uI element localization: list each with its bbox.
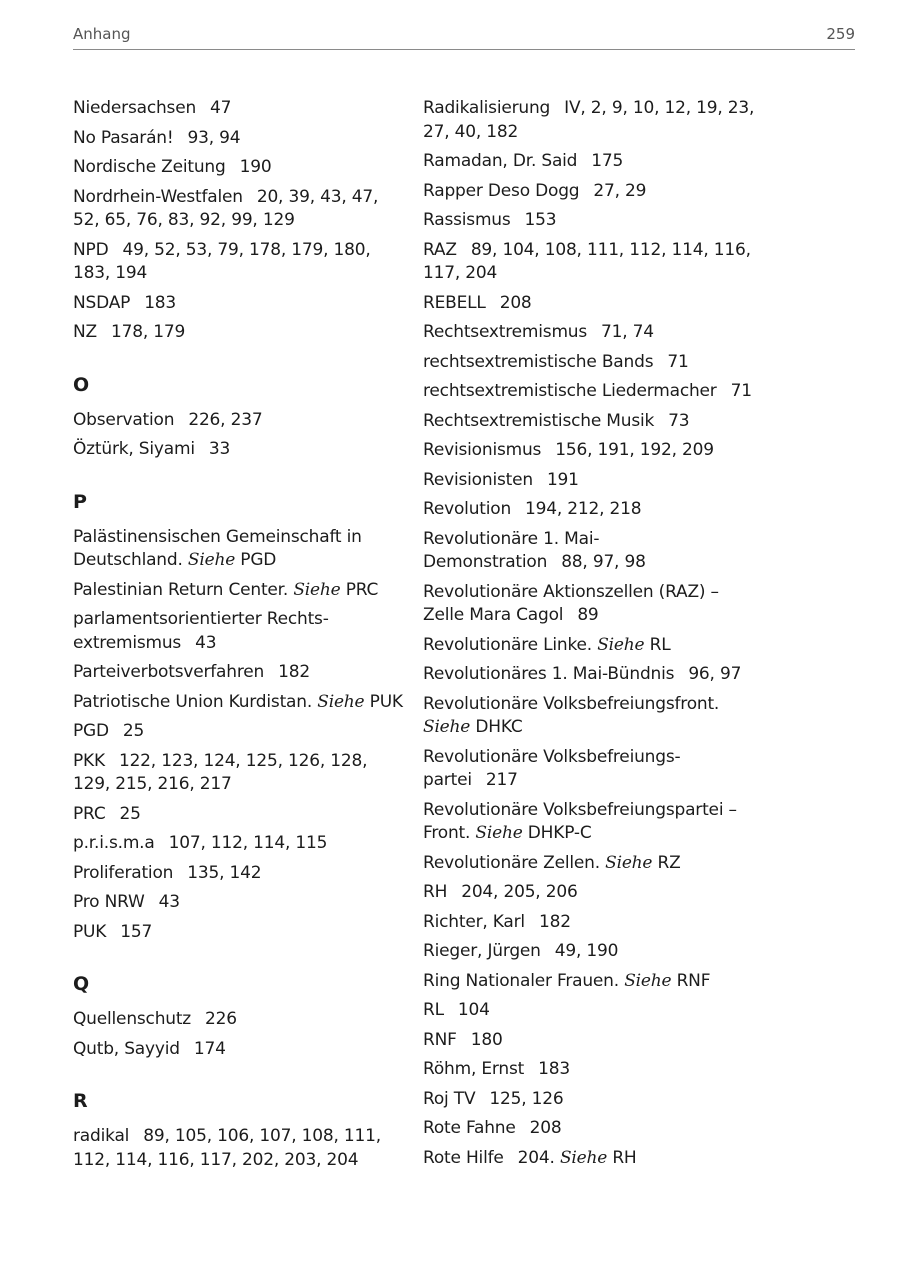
index-entry — [73, 526, 403, 573]
index-term: Revolutionäres 1. Mai-Bündnis — [423, 664, 675, 684]
index-pages: IV, 2, 9, 10, 12, 19, 23, 27, 40, 182 — [423, 98, 755, 142]
index-term: Ramadan, Dr. Said — [423, 151, 578, 171]
siehe-reference: Siehe — [317, 691, 365, 712]
siehe-target: RL — [649, 634, 671, 655]
index-entry — [73, 156, 403, 180]
index-term: Quellenschutz — [73, 1009, 192, 1029]
index-letter-heading: R — [73, 1090, 88, 1112]
siehe-target: RH — [612, 1147, 637, 1168]
index-entry — [423, 581, 763, 628]
index-term: Revolutionäre Volksbefreiungspartei – Front. — [423, 799, 737, 843]
index-term: Nordrhein-Westfalen — [73, 186, 243, 207]
index-entry — [423, 693, 763, 740]
index-pages: 125, 126 — [489, 1088, 564, 1109]
index-entry — [73, 1038, 403, 1062]
index-term: Qutb, Sayyid — [73, 1038, 180, 1059]
siehe-target: RZ — [657, 852, 681, 873]
index-entry — [423, 150, 763, 174]
index-term: Öztürk, Siyami — [73, 439, 195, 459]
siehe-target: DHKP-C — [527, 823, 592, 843]
index-pages: 71, 74 — [601, 322, 654, 342]
index-term: PUK — [73, 921, 107, 942]
index-term: RAZ — [423, 239, 457, 260]
index-pages: 49, 190 — [554, 941, 619, 961]
index-pages: 27, 29 — [593, 180, 647, 201]
index-entry — [423, 410, 763, 434]
index-entry — [73, 1008, 403, 1032]
index-pages: 104 — [457, 1000, 490, 1020]
index-entry — [423, 528, 763, 575]
index-pages: 71 — [667, 351, 689, 372]
index-term: RNF — [423, 1029, 457, 1050]
index-pages: 20, 39, 43, 47, 52, 65, 76, 83, 92, 99, 129 — [73, 186, 379, 230]
index-pages: 208 — [529, 1118, 562, 1138]
index-pages: 153 — [524, 210, 557, 230]
index-entry — [423, 746, 763, 793]
index-entry — [73, 321, 403, 345]
index-entry — [73, 239, 403, 286]
index-term: PKK — [73, 750, 105, 771]
index-pages: 157 — [120, 921, 153, 942]
index-term: p.r.i.s.m.a — [73, 833, 155, 853]
index-term: Proliferation — [73, 862, 174, 883]
siehe-reference: Siehe — [624, 970, 672, 991]
index-entry — [423, 239, 763, 286]
index-term: Revolutionäre Linke. — [423, 634, 592, 655]
index-entry — [423, 469, 763, 493]
running-header — [73, 24, 855, 50]
index-entry — [423, 634, 763, 658]
index-pages: 182 — [538, 911, 571, 932]
index-pages: 194, 212, 218 — [525, 499, 642, 519]
index-entry — [423, 439, 763, 463]
siehe-reference: Siehe — [475, 823, 523, 843]
index-entry — [423, 97, 763, 144]
index-entry — [423, 1029, 763, 1053]
index-pages: 43 — [195, 632, 217, 653]
index-entry — [423, 180, 763, 204]
index-entry — [73, 720, 403, 744]
index-pages: 217 — [485, 770, 518, 790]
index-entry — [423, 970, 763, 994]
index-entry — [73, 862, 403, 886]
index-pages: 226 — [205, 1009, 237, 1029]
index-entry — [73, 608, 403, 655]
index-entry — [423, 1088, 763, 1112]
index-pages: 49, 52, 53, 79, 178, 179, 180, 183, 194 — [73, 239, 371, 283]
index-term: Rote Hilfe — [423, 1147, 504, 1168]
index-term: Revolutionäre Volksbefreiungsfront. — [423, 693, 720, 714]
index-pages: 71 — [730, 381, 752, 401]
siehe-target: DHKC — [475, 717, 523, 737]
index-term: Revolution — [423, 499, 512, 519]
index-term: rechtsextremistische Liedermacher — [423, 381, 717, 401]
index-letter-heading: P — [73, 490, 87, 513]
index-entry — [423, 351, 763, 375]
index-entry — [73, 438, 403, 462]
index-pages: 73 — [668, 410, 690, 431]
index-entry — [423, 209, 763, 233]
index-term: Patriotische Union Kurdistan. — [73, 691, 313, 712]
index-entry — [423, 498, 763, 522]
index-pages: 122, 123, 124, 125, 126, 128, 129, 215, 216, 217 — [73, 750, 368, 794]
index-term: Rechtsextremismus — [423, 322, 588, 342]
index-letter-heading: Q — [73, 973, 90, 995]
index-entry — [423, 292, 763, 316]
index-term: Radikalisierung — [423, 98, 551, 118]
index-entry — [73, 750, 403, 797]
index-entry — [73, 127, 403, 151]
siehe-target: PGD — [240, 550, 277, 570]
index-term: Rieger, Jürgen — [423, 941, 541, 961]
index-term: rechtsextremistische Bands — [423, 351, 654, 372]
index-term: Roj TV — [423, 1088, 476, 1109]
index-pages: 208 — [499, 292, 532, 313]
header-title: Anhang — [73, 25, 131, 43]
index-term: parlamentsorientierter Rechts-extremismus — [73, 609, 329, 653]
index-entry — [423, 1147, 763, 1171]
index-pages: 135, 142 — [187, 862, 262, 883]
index-pages: 88, 97, 98 — [561, 552, 646, 572]
index-pages: 191 — [546, 469, 579, 490]
index-entry — [423, 881, 763, 905]
index-entry — [73, 921, 403, 945]
index-entry — [73, 691, 403, 715]
index-term: NPD — [73, 239, 109, 260]
index-term: Parteiverbotsverfahren — [73, 662, 265, 682]
index-entry — [423, 1117, 763, 1141]
index-pages: 190 — [239, 157, 272, 177]
page-number: 259 — [826, 25, 855, 43]
index-entry — [423, 1058, 763, 1082]
index-pages: 96, 97 — [688, 664, 742, 684]
index-pages: 89, 104, 108, 111, 112, 114, 116, 117, 204 — [423, 239, 751, 283]
index-term: RL — [423, 1000, 444, 1020]
index-pages: 180 — [470, 1029, 503, 1050]
index-term: Revolutionäre Aktionszellen (RAZ) – Zelle Mara Cagol — [423, 581, 719, 625]
siehe-target: PRC — [345, 579, 379, 600]
index-entry — [73, 579, 403, 603]
index-pages: 89 — [577, 605, 599, 625]
index-term: Niedersachsen — [73, 98, 197, 118]
index-pages: 183 — [144, 292, 177, 313]
index-entry — [73, 891, 403, 915]
index-pages: 25 — [122, 721, 145, 741]
index-term: PRC — [73, 803, 106, 824]
index-entry — [423, 799, 763, 846]
siehe-target: RNF — [676, 970, 711, 991]
index-term: Revolutionäre Zellen. — [423, 852, 600, 873]
index-pages: 174 — [193, 1038, 226, 1059]
index-term: Revisionismus — [423, 440, 542, 460]
siehe-reference: Siehe — [187, 550, 236, 570]
index-pages: 204, 205, 206 — [461, 882, 578, 902]
index-entry — [423, 663, 763, 687]
index-entry — [73, 186, 403, 233]
siehe-reference: Siehe — [559, 1147, 608, 1168]
index-term: Rapper Deso Dogg — [423, 180, 580, 201]
index-entry — [73, 97, 403, 121]
index-entry — [73, 832, 403, 856]
index-term: Palestinian Return Center. — [73, 579, 289, 600]
index-term: Richter, Karl — [423, 911, 525, 932]
index-entry — [73, 409, 403, 433]
index-entry — [423, 852, 763, 876]
index-entry — [73, 1125, 403, 1172]
index-term: Ring Nationaler Frauen. — [423, 970, 619, 991]
siehe-reference: Siehe — [605, 852, 653, 873]
index-column-right — [423, 97, 763, 1176]
index-term: Röhm, Ernst — [423, 1059, 525, 1079]
index-term: NSDAP — [73, 292, 131, 313]
index-pages: 175 — [591, 151, 624, 171]
index-column-left — [73, 97, 403, 1178]
index-pages: 89, 105, 106, 107, 108, 111, 112, 114, 116, 117, 202, 203, 204 — [73, 1126, 381, 1170]
index-entry — [423, 999, 763, 1023]
index-entry — [423, 911, 763, 935]
index-pages: 47 — [210, 98, 232, 118]
index-entry — [423, 321, 763, 345]
index-entry — [73, 803, 403, 827]
index-term: Revolutionäre Volksbefreiungs-partei — [423, 746, 681, 790]
siehe-reference: Siehe — [597, 634, 645, 655]
index-term: radikal — [73, 1126, 130, 1146]
index-entry — [423, 940, 763, 964]
index-pages: 43 — [158, 892, 180, 912]
index-letter-heading: O — [73, 373, 90, 396]
index-term: Revisionisten — [423, 469, 533, 490]
index-term: Revolutionäre 1. Mai-Demonstration — [423, 528, 600, 572]
index-pages: 182 — [278, 662, 310, 682]
index-term: Rechtsextremistische Musik — [423, 410, 655, 431]
index-term: Nordische Zeitung — [73, 157, 226, 177]
index-term: Rassismus — [423, 210, 511, 230]
index-term: RH — [423, 882, 448, 902]
siehe-reference: Siehe — [423, 717, 471, 737]
index-term: NZ — [73, 322, 97, 342]
index-pages: 93, 94 — [187, 127, 241, 148]
index-term: Pro NRW — [73, 892, 145, 912]
index-pages: 226, 237 — [188, 409, 263, 430]
index-term: Palästinensischen Gemeinschaft in Deutschland. — [73, 526, 362, 570]
index-pages: 183 — [538, 1059, 570, 1079]
index-pages: 156, 191, 192, 209 — [555, 440, 714, 460]
siehe-reference: Siehe — [293, 579, 341, 600]
index-entry — [423, 380, 763, 404]
index-term: REBELL — [423, 292, 486, 313]
index-pages: 107, 112, 114, 115 — [168, 833, 328, 853]
index-entry — [73, 292, 403, 316]
index-term: Rote Fahne — [423, 1118, 516, 1138]
index-term: Observation — [73, 409, 175, 430]
index-entry — [73, 661, 403, 685]
index-term: PGD — [73, 721, 109, 741]
index-pages: 204. — [517, 1147, 555, 1168]
index-pages: 178, 179 — [110, 322, 186, 342]
index-pages: 25 — [119, 803, 141, 824]
siehe-target: PUK — [369, 691, 403, 712]
index-term: No Pasarán! — [73, 127, 174, 148]
index-pages: 33 — [208, 439, 231, 459]
